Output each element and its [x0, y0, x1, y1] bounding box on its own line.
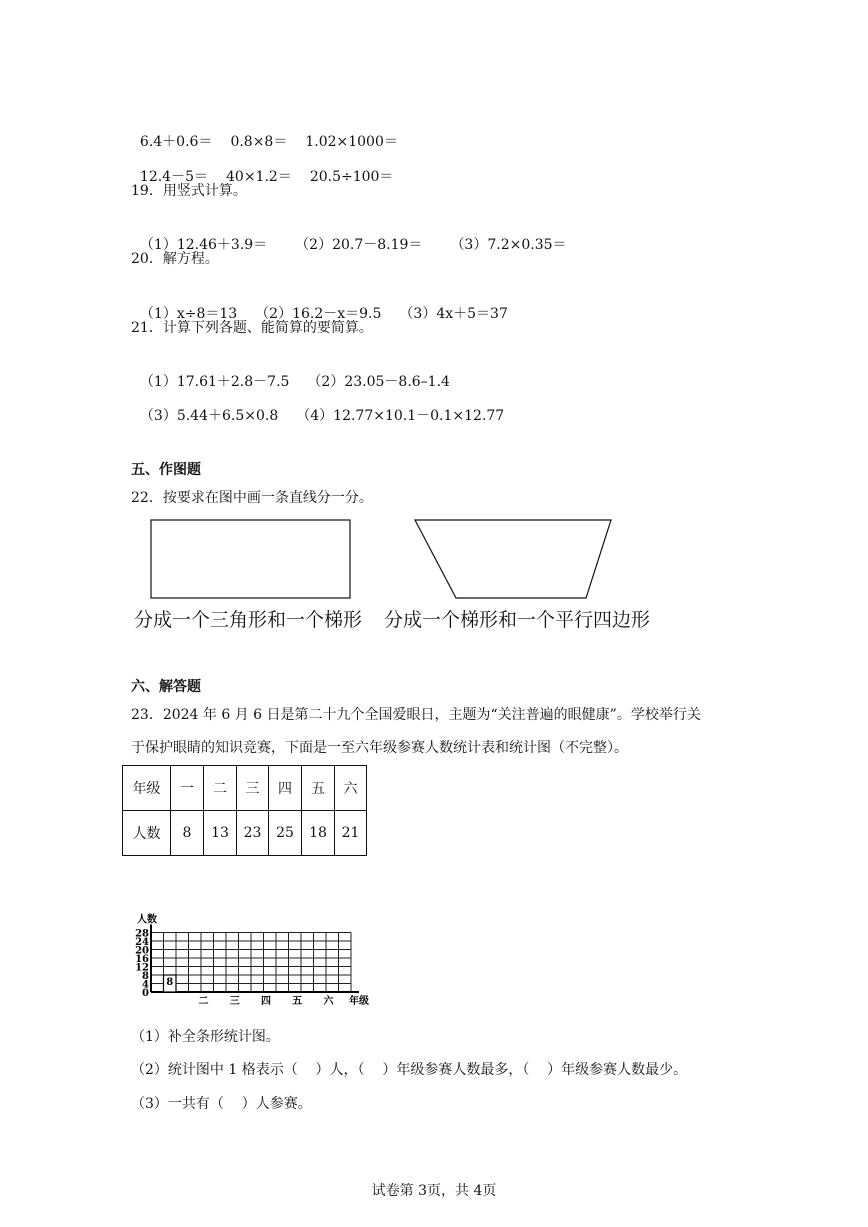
- q21-item: （2）23.05－8.6–1.4: [307, 374, 450, 390]
- table-row-label: 年级: [123, 766, 171, 811]
- calc-item: 20.5÷100＝: [309, 169, 394, 185]
- q23-line-1: 23．2024 年 6 月 6 日是第二十九个全国爱眼日，主题为“关注普遍的眼健康”。学校举行关: [131, 707, 701, 723]
- sub-question-1: （1）补全条形统计图。: [131, 1029, 280, 1045]
- calc-row-1: [131, 112, 398, 152]
- q21-item: （3）5.44＋6.5×0.8: [139, 408, 279, 424]
- q19-title: 19．用竖式计算。: [131, 183, 247, 199]
- table-cell: 三: [237, 766, 269, 811]
- q20-item: （3）4x＋5＝37: [399, 306, 508, 322]
- x-tick-label: 三: [229, 996, 240, 1007]
- caption-triangle-trapezoid: 分成一个三角形和一个梯形: [134, 609, 363, 631]
- q21-row-2: [131, 386, 504, 426]
- q19-item: （1）12.46＋3.9＝: [139, 237, 268, 253]
- x-tick-label: 二: [198, 996, 209, 1007]
- q22-title: 22．按要求在图中画一条直线分一分。: [131, 490, 373, 506]
- table-cell: 五: [302, 766, 335, 811]
- y-tick-label: 0: [142, 988, 149, 999]
- table-cell: 一: [171, 766, 204, 811]
- x-tick-label: 四: [261, 996, 271, 1007]
- q20-item: （1）x÷8＝13: [139, 306, 238, 322]
- table-cell: 8: [171, 811, 204, 856]
- x-axis-label: 年级: [349, 996, 369, 1007]
- y-tick-label: 20: [135, 945, 149, 957]
- q19-item: （2）20.7－8.19＝: [295, 237, 423, 253]
- participants-table: [122, 765, 367, 856]
- y-axis-label: 人数: [137, 914, 157, 926]
- calc-item: 0.8×8＝: [230, 134, 288, 150]
- y-tick-label: 28: [135, 928, 149, 940]
- q23-line-2: 于保护眼睛的知识竞赛，下面是一至六年级参赛人数统计表和统计图（不完整）。: [131, 740, 628, 756]
- table-cell: 四: [269, 766, 302, 811]
- table-row-label: 人数: [123, 811, 171, 856]
- bar-chart: [125, 868, 369, 1008]
- q21-item: （1）17.61＋2.8－7.5: [139, 374, 290, 390]
- table-row: [123, 811, 367, 856]
- y-tick-label: 4: [142, 979, 149, 991]
- table-cell: 二: [204, 766, 237, 811]
- rectangle-shape: [151, 520, 350, 598]
- calc-item: 40×1.2＝: [226, 169, 292, 185]
- q21-title: 21．计算下列各题、能简算的要简算。: [131, 320, 373, 336]
- calc-item: 6.4＋0.6＝: [139, 134, 213, 150]
- q20-item: （2）16.2－x＝9.5: [255, 306, 382, 322]
- page-footer: 试卷第 3页，共 4页: [371, 1183, 497, 1199]
- table-cell: 23: [237, 811, 269, 856]
- calc-item: 12.4－5＝: [139, 169, 208, 185]
- caption-trapezoid-parallelogram: 分成一个梯形和一个平行四边形: [384, 609, 651, 631]
- table-cell: 18: [302, 811, 335, 856]
- table-cell: 25: [269, 811, 302, 856]
- y-tick-label: 8: [142, 971, 149, 982]
- q22-shapes: [0, 515, 868, 605]
- calc-item: 1.02×1000＝: [305, 134, 398, 150]
- q21-item: （4）12.77×10.1－0.1×12.77: [296, 408, 505, 424]
- section-5-heading: 五、作图题: [131, 462, 201, 478]
- q20-title: 20．解方程。: [131, 251, 219, 267]
- y-tick-label: 16: [135, 954, 149, 965]
- table-cell: 21: [335, 811, 367, 856]
- table-row: [123, 766, 367, 811]
- trapezoid-shape: [415, 520, 611, 598]
- table-cell: 六: [335, 766, 367, 811]
- y-tick-label: 12: [135, 962, 149, 974]
- table-cell: 13: [204, 811, 237, 856]
- sub-question-3: （3）一共有（ ）人参赛。: [131, 1096, 312, 1112]
- section-6-heading: 六、解答题: [131, 679, 201, 695]
- sub-question-2: （2）统计图中 1 格表示（ ）人，（ ）年级参赛人数最多，（ ）年级参赛人数最少。: [131, 1062, 688, 1078]
- bar-data-label: 8: [166, 977, 174, 988]
- y-tick-label: 24: [135, 937, 149, 948]
- x-tick-label: 五: [292, 996, 303, 1007]
- q19-item: （3）7.2×0.35＝: [450, 237, 567, 253]
- x-tick-label: 六: [323, 996, 334, 1007]
